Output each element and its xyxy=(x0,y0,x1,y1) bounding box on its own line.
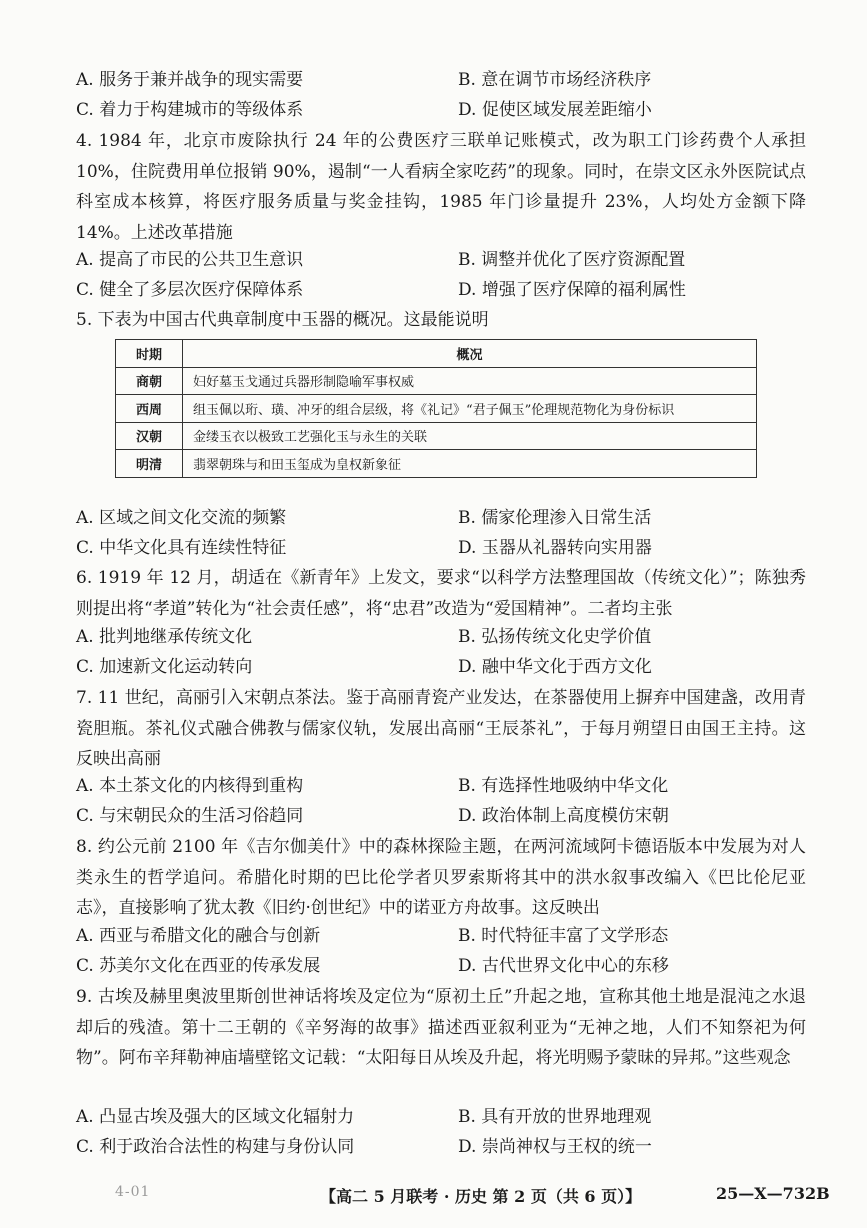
q3-option-b: B. 意在调节市场经济秩序 xyxy=(458,70,652,90)
table-cell-period: 明清 xyxy=(116,450,183,478)
table-header-period: 时期 xyxy=(116,340,183,368)
q9-option-b: B. 具有开放的世界地理观 xyxy=(458,1107,652,1127)
q8-option-d: D. 古代世界文化中心的东移 xyxy=(458,956,669,976)
q4-option-c: C. 健全了多层次医疗保障体系 xyxy=(76,280,304,300)
q6-option-a: A. 批判地继承传统文化 xyxy=(76,627,253,647)
q5-option-b: B. 儒家伦理渗入日常生活 xyxy=(458,508,652,528)
q4-option-d: D. 增强了医疗保障的福利属性 xyxy=(458,280,686,300)
q7-option-c: C. 与宋朝民众的生活习俗趋同 xyxy=(76,806,304,826)
table-cell-period: 商朝 xyxy=(116,367,183,395)
q7-option-d: D. 政治体制上高度模仿宋朝 xyxy=(458,806,669,826)
q5-jade-table xyxy=(115,339,757,478)
q6-option-d: D. 融中华文化于西方文化 xyxy=(458,657,652,677)
q6-stem: 6. 1919 年 12 月，胡适在《新青年》上发文，要求“以科学方法整理国故（传统文化）”；陈独秀则提出将“孝道”转化为“社会责任感”，将“忠君”改造为“爱国精神”。二者均主张 xyxy=(76,568,806,619)
q9-option-c: C. 利于政治合法性的构建与身份认同 xyxy=(76,1137,355,1157)
table-cell-overview: 妇好墓玉戈通过兵器形制隐喻军事权威 xyxy=(183,367,757,395)
q3-option-d: D. 促使区域发展差距缩小 xyxy=(458,100,652,120)
q5-option-d: D. 玉器从礼器转向实用器 xyxy=(458,538,652,558)
q9-stem: 9. 古埃及赫里奥波里斯创世神话将埃及定位为“原初土丘”升起之地，宣称其他土地是混沌之水退却后的残渣。第十二王朝的《辛努海的故事》描述西亚叙利亚为“无神之地，人们不知祭祀为何物”。阿布辛拜勒神庙墙壁铭文记载：“太阳每日从埃及升起，将光明赐予蒙昧的异邦。”这些观念 xyxy=(76,987,806,1068)
q7-option-a: A. 本土茶文化的内核得到重构 xyxy=(76,776,304,796)
table-cell-overview: 翡翠朝珠与和田玉玺成为皇权新象征 xyxy=(183,450,757,478)
table-cell-period: 西周 xyxy=(116,395,183,423)
table-row xyxy=(116,422,757,450)
q8-stem: 8. 约公元前 2100 年《吉尔伽美什》中的森林探险主题，在两河流域阿卡德语版本中发展为对人类永生的哲学追问。希腊化时期的巴比伦学者贝罗索斯将其中的洪水叙事改编入《巴比伦尼亚志》，直接影响了犹太教《旧约·创世纪》中的诺亚方舟故事。这反映出 xyxy=(76,837,806,918)
footer-code-left: 4-01 xyxy=(115,1184,151,1200)
q4-stem: 4. 1984 年，北京市废除执行 24 年的公费医疗三联单记账模式，改为职工门诊药费个人承担 10%，住院费用单位报销 90%，遏制“一人看病全家吃药”的现象。同时，在崇文区永外医院试点科室成本核算，将医疗服务质量与奖金挂钩，1985 年门诊量提升 23%，人均处方金额下降 14%。上述改革措施 xyxy=(76,131,806,243)
q6-option-c: C. 加速新文化运动转向 xyxy=(76,657,253,677)
table-cell-overview: 金缕玉衣以极致工艺强化玉与永生的关联 xyxy=(183,422,757,450)
q8-option-b: B. 时代特征丰富了文学形态 xyxy=(458,926,669,946)
q3-option-c: C. 着力于构建城市的等级体系 xyxy=(76,100,304,120)
table-row xyxy=(116,450,757,478)
q5-option-a: A. 区域之间文化交流的频繁 xyxy=(76,508,287,528)
q8-option-a: A. 西亚与希腊文化的融合与创新 xyxy=(76,926,321,946)
q8-option-c: C. 苏美尔文化在西亚的传承发展 xyxy=(76,956,321,976)
footer-page-info: 【高二 5 月联考 · 历史 第 2 页（共 6 页）】 xyxy=(320,1187,642,1206)
q7-stem: 7. 11 世纪，高丽引入宋朝点茶法。鉴于高丽青瓷产业发达，在茶器使用上摒弃中国建盏，改用青瓷胆瓶。茶礼仪式融合佛教与儒家仪轨，发展出高丽“王辰茶礼”，于每月朔望日由国王主持。这反映出高丽 xyxy=(76,688,806,769)
q9-option-a: A. 凸显古埃及强大的区域文化辐射力 xyxy=(76,1107,355,1127)
q5-stem: 5. 下表为中国古代典章制度中玉器的概况。这最能说明 xyxy=(76,310,489,330)
footer-paper-code: 25—X—732B xyxy=(716,1184,830,1203)
q4-option-b: B. 调整并优化了医疗资源配置 xyxy=(458,250,686,270)
q9-option-d: D. 崇尚神权与王权的统一 xyxy=(458,1137,652,1157)
table-header-row xyxy=(116,340,757,368)
table-cell-period: 汉朝 xyxy=(116,422,183,450)
table-row xyxy=(116,367,757,395)
q6-option-b: B. 弘扬传统文化史学价值 xyxy=(458,627,652,647)
q4-option-a: A. 提高了市民的公共卫生意识 xyxy=(76,250,304,270)
table-header-overview: 概况 xyxy=(183,340,757,368)
q7-option-b: B. 有选择性地吸纳中华文化 xyxy=(458,776,669,796)
table-row xyxy=(116,395,757,423)
q5-option-c: C. 中华文化具有连续性特征 xyxy=(76,538,287,558)
table-cell-overview: 组玉佩以珩、璜、冲牙的组合层级，将《礼记》“君子佩玉”伦理规范物化为身份标识 xyxy=(183,395,757,423)
q3-option-a: A. 服务于兼并战争的现实需要 xyxy=(76,70,304,90)
